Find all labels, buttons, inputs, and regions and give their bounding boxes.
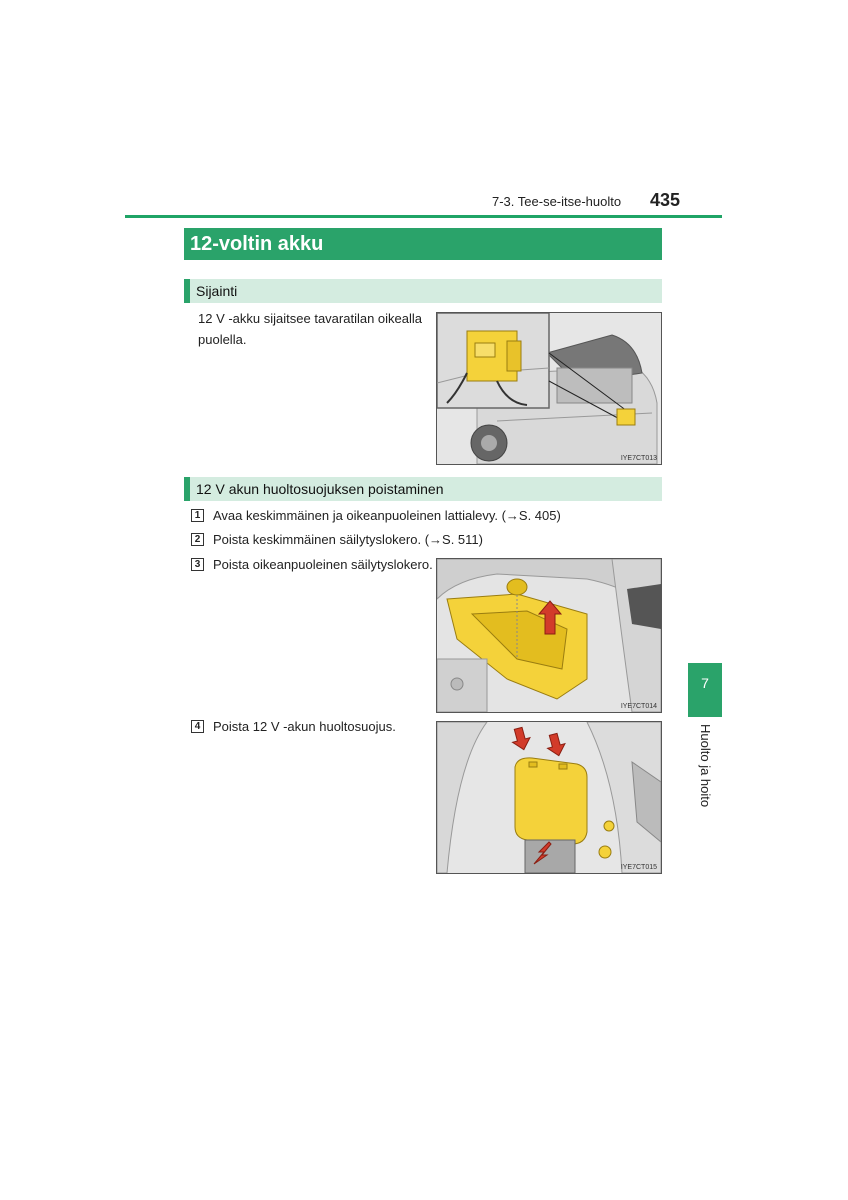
chapter-tab bbox=[688, 663, 722, 717]
location-heading bbox=[184, 279, 662, 303]
location-text: 12 V -akku sijaitsee tavaratilan oikealla puolella. bbox=[198, 311, 423, 347]
chapter-label: Huolto ja hoito bbox=[698, 724, 713, 808]
page-title-text: 12-voltin akku bbox=[190, 232, 324, 255]
step-number: 1 bbox=[191, 509, 204, 522]
removal-heading-text: 12 V akun huoltosuojuksen poistaminen bbox=[196, 481, 444, 497]
step-text: Poista keskimmäinen säilytyslokero. (→S. 511) bbox=[213, 531, 483, 547]
step-4 bbox=[191, 718, 396, 734]
running-header-section: 7-3. Tee-se-itse-huolto bbox=[492, 194, 622, 209]
service-cover-removal-figure bbox=[436, 721, 662, 874]
figure-code: IYE7CT015 bbox=[620, 864, 657, 871]
chapter-number: 7 bbox=[701, 675, 709, 691]
step-number: 4 bbox=[191, 720, 204, 733]
step-1 bbox=[191, 507, 561, 523]
page-title bbox=[184, 228, 662, 260]
step-2 bbox=[191, 531, 483, 547]
page-number: 435 bbox=[650, 190, 681, 210]
figure-code: IYE7CT014 bbox=[620, 703, 657, 710]
step-number: 3 bbox=[191, 558, 204, 571]
figure-code: IYE7CT013 bbox=[620, 455, 657, 462]
header-rule bbox=[125, 215, 722, 218]
removal-heading bbox=[184, 477, 662, 501]
location-heading-text: Sijainti bbox=[196, 283, 238, 299]
storage-tray-removal-figure bbox=[436, 558, 662, 713]
battery-location-figure bbox=[436, 312, 662, 465]
step-text: Poista 12 V -akun huoltosuojus. bbox=[213, 718, 396, 734]
step-text: Poista oikeanpuoleinen säilytyslokero. bbox=[213, 556, 433, 572]
step-text: Avaa keskimmäinen ja oikeanpuoleinen lattialevy. (→S. 405) bbox=[213, 507, 561, 523]
step-3 bbox=[191, 556, 433, 572]
step-number: 2 bbox=[191, 533, 204, 546]
